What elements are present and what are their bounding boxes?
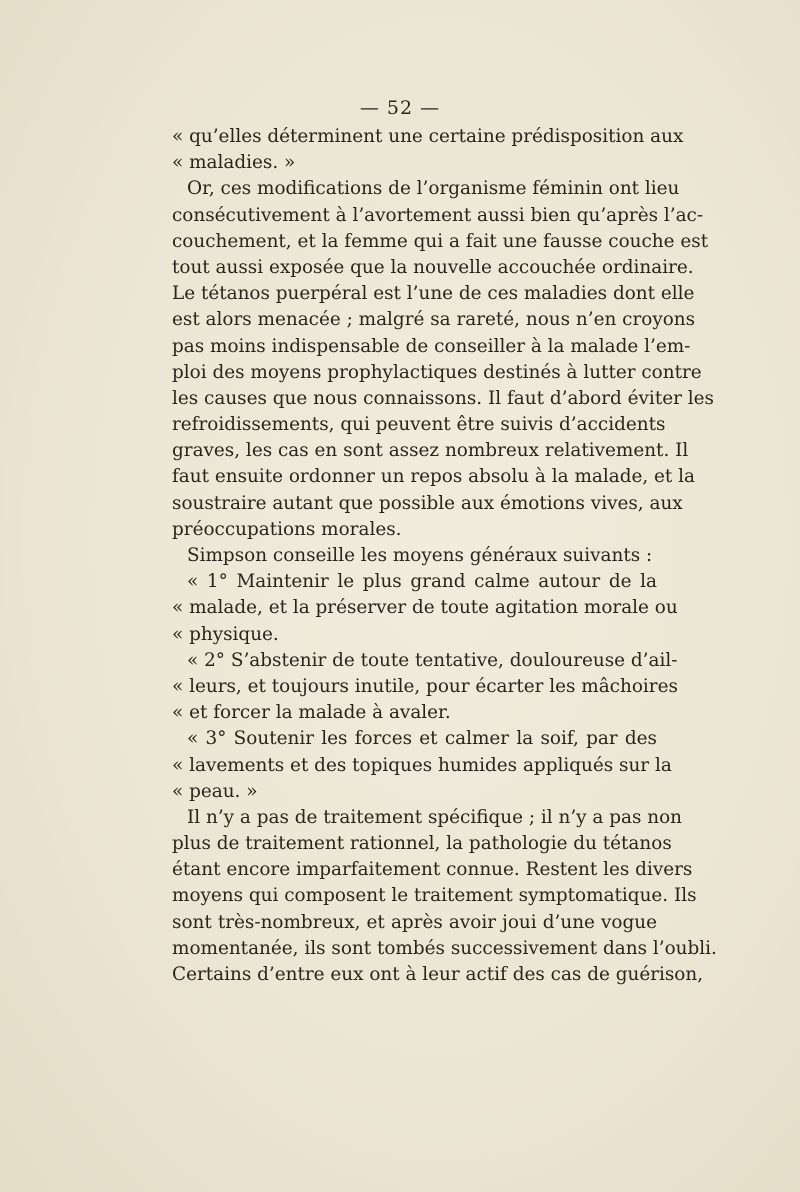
text-line: Or, ces modifications de l’organisme féminin ont lieu (187, 178, 680, 200)
text-line: moyens qui composent le traitement symptomatique. Ils (172, 885, 697, 907)
text-line: « 3° Soutenir les forces et calmer la soif, par des (187, 728, 657, 750)
body-text (172, 124, 717, 988)
text-line: « peau. » (172, 780, 258, 802)
text-line: est alors menacée ; malgré sa rareté, nous n’en croyons (172, 309, 696, 331)
text-line: graves, les cas en sont assez nombreux relativement. Il (172, 440, 689, 462)
text-line: ploi des moyens prophylactiques destinés à lutter contre (172, 361, 702, 383)
text-line: « physique. (172, 623, 279, 645)
text-line: « qu’elles déterminent une certaine prédisposition aux (172, 126, 684, 147)
text-line: étant encore imparfaitement connue. Restent les divers (172, 859, 693, 881)
text-line: Certains d’entre eux ont à leur actif des cas de guérison, (172, 964, 704, 985)
text-line: couchement, et la femme qui a fait une fausse couche est (172, 230, 709, 252)
text-line: pas moins indispensable de conseiller à la malade l’em- (172, 335, 691, 357)
text-line: tout aussi exposée que la nouvelle accouchée ordinaire. (172, 256, 694, 278)
text-line: sont très-nombreux, et après avoir joui d’une vogue (172, 911, 657, 933)
text-line: soustraire autant que possible aux émotions vives, aux (172, 492, 683, 514)
text-line: « 2° S’abstenir de toute tentative, douloureuse d’ail- (187, 649, 678, 671)
text-line: « malade, et la préserver de toute agitation morale ou (172, 597, 678, 619)
text-line: Simpson conseille les moyens généraux suivants : (187, 545, 653, 566)
text-line: « leurs, et toujours inutile, pour écarter les mâchoires (172, 675, 678, 697)
text-line: préoccupations morales. (172, 518, 402, 540)
text-line: « et forcer la malade à avaler. (172, 702, 451, 724)
text-line: « maladies. » (172, 152, 296, 174)
text-line: « lavements et des topiques humides appliqués sur la (172, 754, 672, 776)
text-line: momentanée, ils sont tombés successivement dans l’oubli. (172, 937, 717, 959)
text-line: « 1° Maintenir le plus grand calme autour de la (187, 571, 657, 593)
text-line: faut ensuite ordonner un repos absolu à la malade, et la (172, 466, 696, 488)
page-number: — 52 — (359, 97, 441, 119)
text-line: refroidissements, qui peuvent être suivis d’accidents (172, 414, 666, 436)
text-line: Le tétanos puerpéral est l’une de ces maladies dont elle (172, 283, 695, 305)
text-line: plus de traitement rationnel, la pathologie du tétanos (172, 833, 672, 855)
text-line: consécutivement à l’avortement aussi bien qu’après l’ac- (172, 204, 704, 226)
text-line: Il n’y a pas de traitement spécifique ; il n’y a pas non (187, 806, 683, 828)
text-line: les causes que nous connaissons. Il faut d’abord éviter les (172, 387, 714, 409)
